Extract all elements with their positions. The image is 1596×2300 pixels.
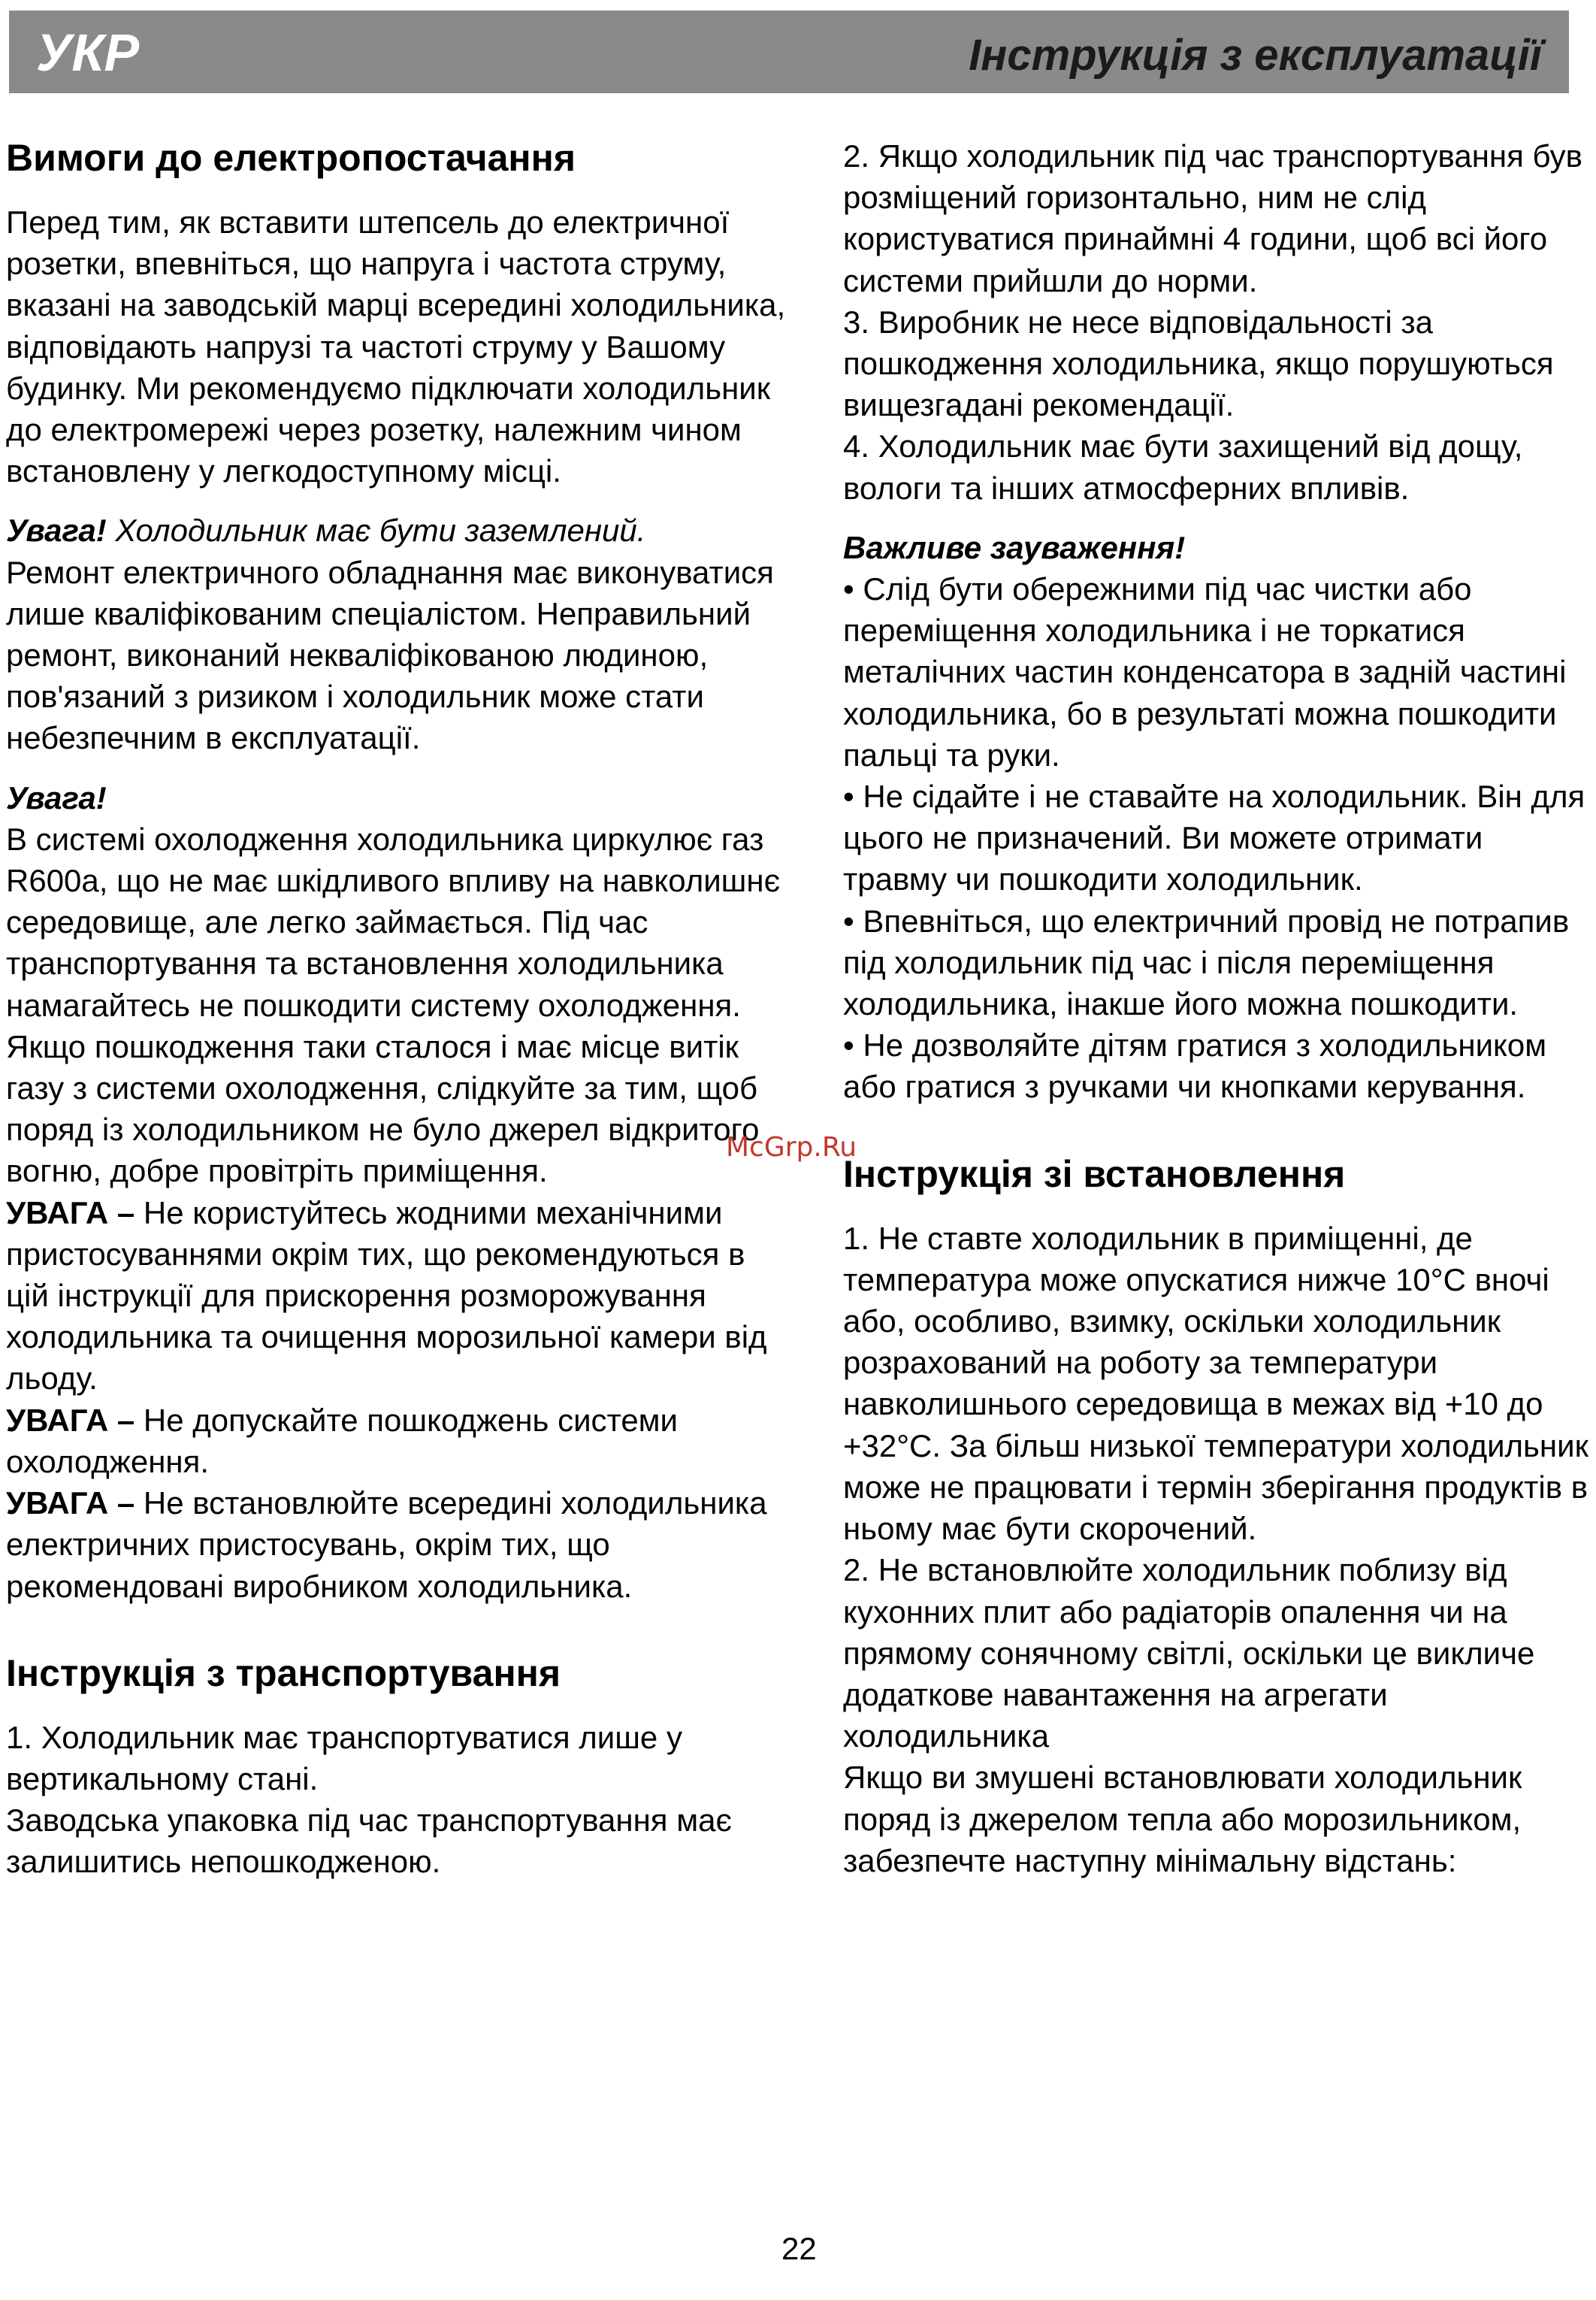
page-header xyxy=(9,11,1569,93)
install-item-2b: Якщо ви змушені встановлювати холодильник поряд із джерелом тепла або морозильником, забезпечте наступну мінімальну відстань: xyxy=(843,1760,1522,1878)
caution-label: УВАГА – xyxy=(6,1402,135,1438)
note-item: • Не сідайте і не ставайте на холодильник. Він для цього не призначений. Ви можете отримати травму чи пошкодити холодильник. xyxy=(843,779,1585,897)
document-title: Інструкція з експлуатації xyxy=(969,31,1542,80)
install-item-1: 1. Не ставте холодильник в приміщенні, де температура може опускатися нижче 10°C вночі або, особливо, взимку, оскільки холодильник розрахований на роботу за температури навколишнього середовища в межах від +10 до +32°C. За більш низької температури холодильник може не працювати і термін зберігання продуктів в ньому має бути скорочений. xyxy=(843,1220,1588,1547)
install-section-title: Інструкція зі встановлення xyxy=(843,1152,1346,1195)
power-section-title: Вимоги до електропостачання xyxy=(6,137,576,179)
install-item-2: 2. Не встановлюйте холодильник поблизу від кухонних плит або радіаторів опалення чи на прямому сонячному світлі, оскільки це викличе додаткове навантаження на агрегати холодильника xyxy=(843,1552,1535,1754)
caution-damage xyxy=(6,1400,787,1482)
right-column xyxy=(843,135,1594,1881)
transport-item-1b: Заводська упаковка під час транспортування має залишитись непошкодженою. xyxy=(6,1802,732,1880)
transport-item-3: 3. Виробник не несе відповідальності за пошкодження холодильника, якщо порушуються вищезгадані рекомендації. xyxy=(843,304,1554,423)
caution-mechanical-text: Не користуйтесь жодними механічними пристосуваннями окрім тих, що рекомендуються в цій інструкції для прискорення розморожування холодильника та очищення морозильної камери від льоду. xyxy=(6,1194,767,1397)
gas-paragraph: В системі охолодження холодильника циркулює газ R600a, що не має шкідливого впливу на навколишнє середовище, але легко займається. Під час транспортування та встановлення холодильника намагайтесь не пошкодити систему охолодження. Якщо пошкодження таки сталося і має місце витік газу з системи охолодження, слідкуйте за тим, щоб поряд із холодильником не було джерел відкритого вогню, добре провітріть приміщення. xyxy=(6,821,781,1189)
power-paragraph: Перед тим, як вставити штепсель до електричної розетки, впевніться, що напруга і частота струму, вказані на заводській марці всередині холодильника, відповідають напрузі та частоті струму у Вашому будинку. Ми рекомендуємо підключати холодильник до електромережі через розетку, належним чином встановлену у легкодоступному місці. xyxy=(6,204,786,489)
warning-grounding-text: Холодильник має бути заземлений. xyxy=(106,513,646,549)
caution-damage-text: Не допускайте пошкоджень системи охолодження. xyxy=(6,1402,679,1479)
warning-gas-label: Увага! xyxy=(6,779,107,816)
note-item: • Слід бути обережними під час чистки або переміщення холодильника і не торкатися металічних частин конденсатора в задній частині холодильника, бо в результаті можна пошкодити пальці та руки. xyxy=(843,571,1567,773)
transport-item-4: 4. Холодильник має бути захищений від дощу, вологи та інших атмосферних впливів. xyxy=(843,428,1523,506)
warning-grounding xyxy=(6,510,787,551)
caution-label: УВАГА – xyxy=(6,1194,135,1230)
note-item: • Впевніться, що електричний провід не потрапив під холодильник під час і після переміщення холодильника, інакше його можна пошкодити. xyxy=(843,903,1570,1022)
language-label: УКР xyxy=(36,23,140,82)
warning-label: Увага! xyxy=(6,513,107,549)
watermark: McGrp.Ru xyxy=(726,1132,857,1163)
transport-section-title: Інструкція з транспортування xyxy=(6,1651,561,1694)
caution-mechanical xyxy=(6,1192,787,1400)
transport-item-2: 2. Якщо холодильник під час транспортування був розміщений горизонтально, ним не слід користуватися принаймні 4 години, щоб всі його системи прийшли до норми. xyxy=(843,138,1582,298)
caution-appliances-text: Не встановлюйте всередині холодильника електричних пристосувань, окрім тих, що рекомендовані виробником холодильника. xyxy=(6,1485,767,1604)
page-number: 22 xyxy=(781,2231,817,2266)
transport-item-1: 1. Холодильник має транспортуватися лише у вертикальному стані. xyxy=(6,1719,682,1796)
left-column xyxy=(6,135,787,1883)
important-note-title: Важливе зауваження! xyxy=(843,529,1186,565)
caution-appliances xyxy=(6,1482,787,1607)
repair-paragraph: Ремонт електричного обладнання має виконуватися лише кваліфікованим спеціалістом. Неправильний ремонт, виконаний некваліфікованою людиною, пов'язаний з ризиком і холодильник може стати небезпечним в експлуатації. xyxy=(6,554,774,756)
note-item: • Не дозволяйте дітям гратися з холодильником або гратися з ручками чи кнопками керування. xyxy=(843,1027,1547,1105)
caution-label: УВАГА – xyxy=(6,1485,135,1521)
